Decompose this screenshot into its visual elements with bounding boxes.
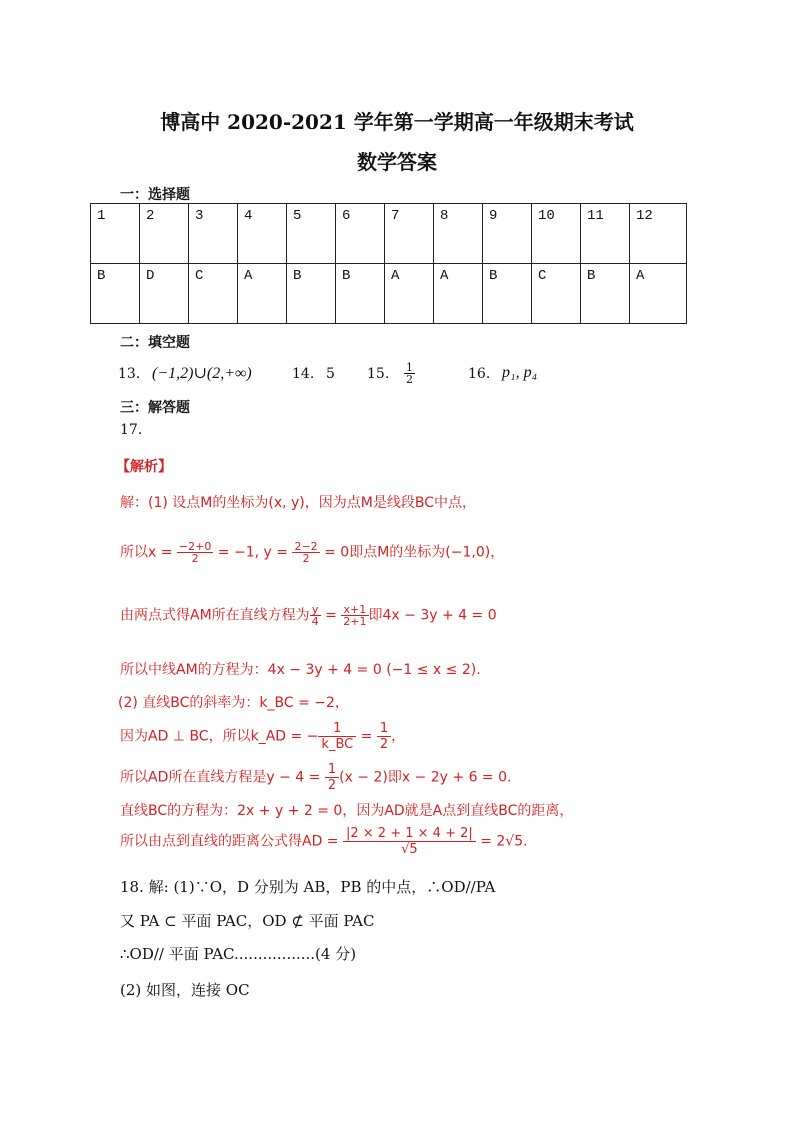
analysis-tag: 【解析】: [116, 459, 172, 475]
s17-line4: 所以中线AM的方程为：4x − 3y + 4 = 0 (−1 ≤ x ≤ 2).: [120, 662, 481, 678]
section-solution-label: 三：解答题: [120, 400, 190, 416]
s17-line6-frac1-num: 1: [318, 721, 356, 737]
question-number-cell: 3: [189, 204, 238, 264]
s17-line8: 直线BC的方程为：2x + y + 2 = 0，因为AD就是A点到直线BC的距离，: [120, 803, 574, 819]
answer-cell: C: [532, 264, 581, 324]
q14-answer: 5: [326, 366, 335, 382]
q15-answer-fraction: [404, 362, 415, 385]
s17-line9: [120, 826, 528, 857]
q14-number: 14.: [292, 366, 315, 382]
question-number-cell: 5: [287, 204, 336, 264]
question-number-cell: 1: [91, 204, 140, 264]
s17-line7-frac-den: 2: [327, 778, 337, 793]
answer-cell: B: [287, 264, 336, 324]
s17-line6-text-a: 因为AD ⊥ BC，所以k_AD = −: [120, 728, 319, 745]
answer-cell: B: [483, 264, 532, 324]
question-number-cell: 11: [581, 204, 630, 264]
s17-line2-frac2-den: 2: [302, 552, 310, 565]
s17-line3-text-c: 即4x − 3y + 4 = 0: [368, 607, 497, 624]
answer-cell: A: [238, 264, 287, 324]
s17-line6-frac2-num: 1: [377, 721, 391, 737]
q16-answer: p₁, p₄: [502, 364, 538, 381]
s17-line3: [120, 604, 497, 627]
question-number-cell: 7: [385, 204, 434, 264]
answer-cell: A: [630, 264, 687, 324]
q13-number: 13.: [118, 366, 141, 382]
s17-line2-text-b: = −1, y =: [213, 544, 293, 561]
s17-line6-frac1-den: k_BC: [321, 737, 354, 752]
page-subtitle: 数学答案: [357, 150, 437, 174]
page-title: 博高中 2020-2021 学年第一学期高一年级期末考试: [160, 110, 634, 134]
q18-line2: 又 PA ⊂ 平面 PAC，OD ⊄ 平面 PAC: [120, 912, 375, 930]
answer-table: [90, 203, 687, 324]
s17-line2-frac1-den: 2: [191, 552, 199, 565]
s17-line3-frac1-num: y: [310, 604, 321, 616]
s17-line7: [120, 762, 511, 793]
s17-line9-text-b: = 2√5.: [475, 833, 528, 850]
answer-cell: B: [91, 264, 140, 324]
s17-line9-frac-den: √5: [401, 842, 418, 857]
q18-line4: (2) 如图，连接 OC: [120, 981, 250, 999]
s17-line5: (2) 直线BC的斜率为：k_BC = −2，: [118, 695, 349, 711]
s17-line3-frac1-den: 4: [311, 615, 319, 628]
s17-line2-frac1-num: −2+0: [178, 540, 212, 553]
s17-line9-frac-num: |2 × 2 + 1 × 4 + 2|: [343, 826, 476, 842]
s17-line3-text-b: =: [320, 607, 342, 624]
q15-numerator: 1: [406, 361, 413, 374]
s17-line6-text-c: ，: [391, 728, 406, 745]
q15-number: 15.: [367, 366, 390, 382]
s17-line3-frac2-num: x+1: [341, 604, 368, 616]
answer-cell: C: [189, 264, 238, 324]
s17-line7-text-a: 所以AD所在直线方程是y − 4 =: [120, 769, 325, 786]
s17-line2-text-c: = 0即点M的坐标为(−1,0)，: [319, 544, 505, 561]
s17-line9-text-a: 所以由点到直线的距离公式得AD =: [120, 833, 343, 850]
s17-line1: 解：(1) 设点M的坐标为(x, y)，因为点M是线段BC中点，: [120, 495, 476, 511]
answer-cell: A: [434, 264, 483, 324]
question-number-cell: 10: [532, 204, 581, 264]
section-choice-label: 一：选择题: [120, 187, 190, 203]
q18-line3: ∴OD// 平面 PAC.................(4 分): [120, 945, 357, 963]
q16-number: 16.: [468, 366, 491, 382]
s17-line6: [120, 721, 405, 752]
question-number-cell: 8: [434, 204, 483, 264]
q18-line1: 18. 解: (1)∵O，D 分别为 AB，PB 的中点，∴OD//PA: [120, 878, 496, 896]
s17-line3-frac2-den: 2+1: [343, 615, 367, 628]
question-number-cell: 9: [483, 204, 532, 264]
question-number-cell: 2: [140, 204, 189, 264]
q13-answer: (−1,2)∪(2,+∞): [152, 365, 252, 382]
answer-cell: D: [140, 264, 189, 324]
question-number-cell: 6: [336, 204, 385, 264]
s17-line2: [120, 541, 504, 564]
s17-line2-text-a: 所以x =: [120, 544, 177, 561]
question-number-row: [91, 204, 687, 264]
answer-cell: B: [336, 264, 385, 324]
question-number-cell: 4: [238, 204, 287, 264]
q17-number: 17.: [120, 422, 143, 438]
answer-row: [91, 264, 687, 324]
s17-line6-frac2-den: 2: [379, 737, 389, 752]
q15-denominator: 2: [406, 373, 413, 386]
answer-cell: A: [385, 264, 434, 324]
s17-line7-frac-num: 1: [325, 762, 339, 778]
s17-line2-frac2-num: 2−2: [294, 540, 318, 553]
s17-line3-text-a: 由两点式得AM所在直线方程为: [120, 607, 310, 624]
answer-cell: B: [581, 264, 630, 324]
question-number-cell: 12: [630, 204, 687, 264]
section-fill-label: 二：填空题: [120, 335, 190, 351]
s17-line6-text-b: =: [356, 728, 377, 745]
s17-line7-text-b: (x − 2)即x − 2y + 6 = 0.: [339, 769, 512, 786]
